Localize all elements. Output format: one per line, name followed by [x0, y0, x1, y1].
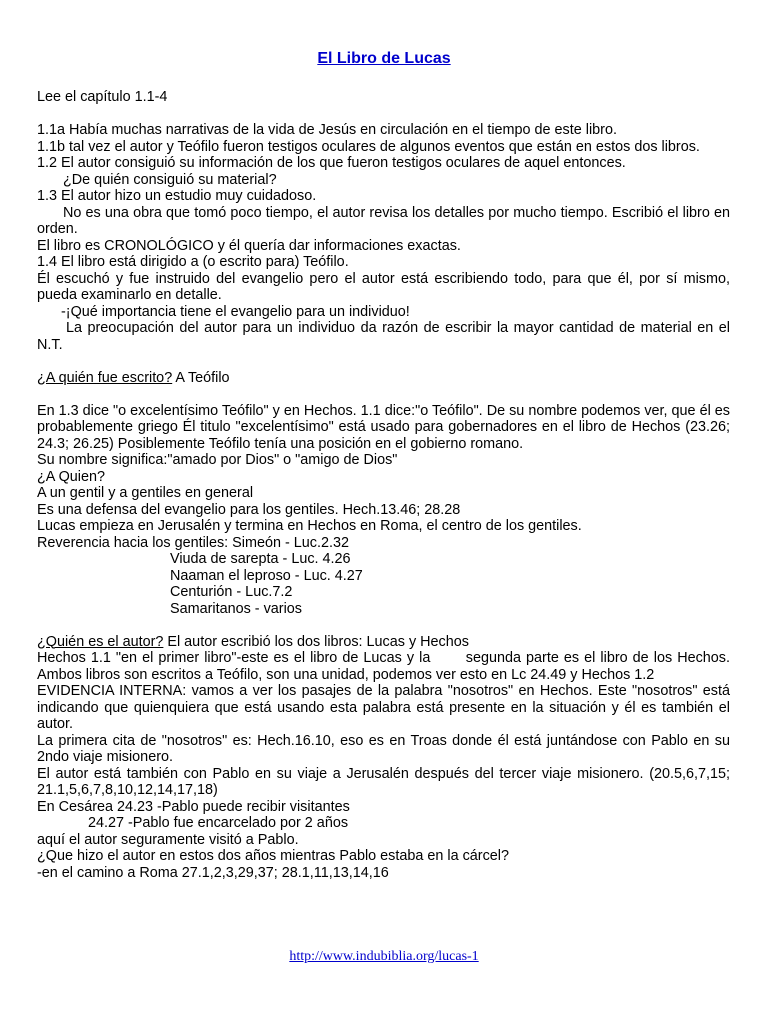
document-body	[37, 89, 734, 881]
text-line: Samaritanos - varios	[170, 600, 302, 617]
text-line: A un gentil y a gentiles en general	[37, 485, 254, 501]
text-line: Lucas empieza en Jerusalén y termina en Hechos en Roma, el centro de los gentiles.	[37, 518, 582, 534]
text-line: 1.1b tal vez el autor y Teófilo fueron testigos oculares de algunos eventos que están en estos dos libros.	[37, 138, 700, 155]
text-line: Es una defensa del evangelio para los gentiles. Hech.13.46; 28.28	[37, 501, 461, 518]
text-line: ¿A Quien?	[37, 468, 105, 485]
text-line: En 1.3 dice "o excelentísimo Teófilo" y en Hechos. 1.1 dice:"o Teófilo". De su nombre podemos ver, que él es probablemente griego Él titulo "excelentísimo" está usado para gobernadores en el libro de Hechos (23.26; 24.3; 26.25) Posiblemente Teófilo tenía una posición en el gobierno romano.	[37, 402, 730, 452]
text-line: Su nombre significa:"amado por Dios" o "amigo de Dios"	[37, 452, 398, 468]
text-line: Viuda de sarepta - Luc. 4.26	[170, 551, 351, 567]
text-line: El libro es CRONOLÓGICO y él quería dar informaciones exactas.	[37, 237, 461, 254]
text-line: 1.3 El autor hizo un estudio muy cuidadoso.	[37, 188, 317, 204]
text-line: No es una obra que tomó poco tiempo, el autor revisa los detalles por mucho tiempo. Escribió el libro en orden.	[37, 204, 730, 237]
text-line: aquí el autor seguramente visitó a Pablo.	[37, 831, 299, 848]
text-line: Él escuchó y fue instruido del evangelio pero el autor está escribiendo todo, para que él, por sí mismo, pueda examinarlo en detalle.	[37, 270, 730, 303]
text-line: 1.4 El libro está dirigido a (o escrito para) Teófilo.	[37, 254, 349, 270]
text-line: Lee el capítulo 1.1-4	[37, 89, 168, 105]
section-answer: El autor escribió los dos libros: Lucas y Hechos	[163, 633, 469, 650]
text-line: Centurión - Luc.7.2	[170, 584, 293, 600]
text-line: La primera cita de "nosotros" es: Hech.16.10, eso es en Troas donde él está juntándose con Pablo en su 2ndo viaje misionero.	[37, 732, 730, 765]
blank-line	[37, 617, 730, 634]
text-line: -en el camino a Roma 27.1,2,3,29,37; 28.1,11,13,14,16	[37, 864, 389, 881]
text-line: Reverencia hacia los gentiles: Simeón - Luc.2.32	[37, 534, 349, 551]
text-line: EVIDENCIA INTERNA: vamos a ver los pasajes de la palabra "nosotros" en Hechos. Este "nosotros" está indicando que quienquiera que está usando esta palabra está presente en la situación y él es también el autor.	[37, 683, 730, 732]
section-question: ¿A quién fue escrito?	[37, 369, 173, 386]
footer-link[interactable]: http://www.indubiblia.org/lucas-1	[289, 949, 479, 964]
text-line: Hechos 1.1 "en el primer libro"-este es el libro de Lucas y la segunda parte es el libro de los Hechos. Ambos libros son escritos a Teófilo, son una unidad, podemos ver esto en Lc 24.49 y Hechos 1.2	[37, 650, 734, 683]
section-heading-line	[37, 634, 730, 651]
section-heading-line	[37, 370, 730, 387]
text-line: 1.1a Había muchas narrativas de la vida de Jesús en circulación en el tiempo de este libro.	[37, 122, 617, 138]
section-answer: A Teófilo	[172, 369, 230, 386]
text-line: 1.2 El autor consiguió su información de los que fueron testigos oculares de aquel entonces.	[37, 155, 626, 171]
text-line: La preocupación del autor para un individuo da razón de escribir la mayor cantidad de material en el N.T.	[37, 320, 730, 353]
text-line: El autor está también con Pablo en su viaje a Jerusalén después del tercer viaje misionero. (20.5,6,7,15; 21.1,5,6,7,8,10,12,14,17,18)	[37, 765, 730, 798]
blank-line	[37, 386, 730, 403]
text-line: -¡Qué importancia tiene el evangelio para un individuo!	[61, 303, 410, 320]
blank-line	[37, 353, 730, 370]
text-line: ¿De quién consiguió su material?	[63, 171, 277, 188]
document-title: El Libro de Lucas	[317, 50, 451, 67]
text-line: ¿Que hizo el autor en estos dos años mientras Pablo estaba en la cárcel?	[37, 848, 509, 864]
text-line: En Cesárea 24.23 -Pablo puede recibir visitantes	[37, 798, 350, 815]
section-question: ¿Quién es el autor?	[37, 633, 164, 650]
text-line: 24.27 -Pablo fue encarcelado por 2 años	[88, 815, 349, 831]
blank-line	[37, 106, 730, 123]
text-line: Naaman el leproso - Luc. 4.27	[170, 567, 363, 584]
